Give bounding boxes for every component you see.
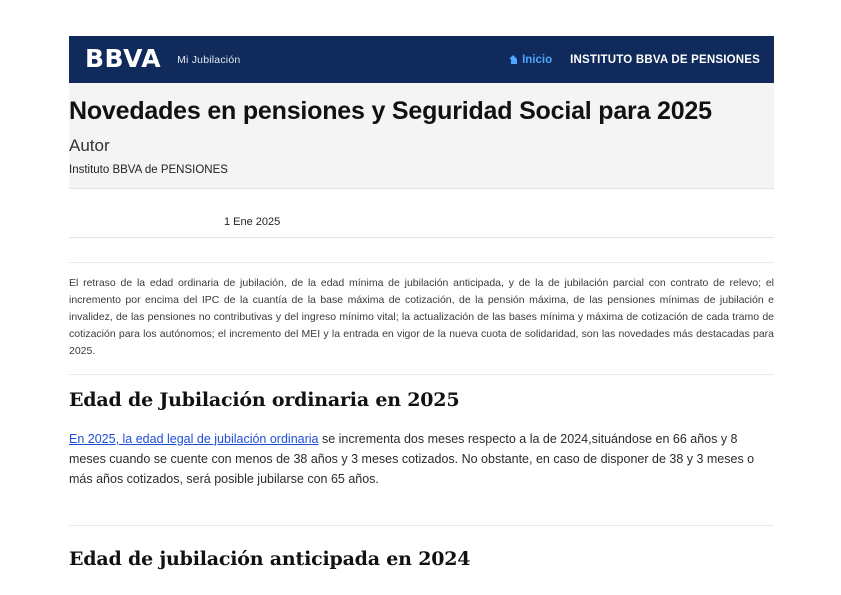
document-body [69,36,774,588]
date-band [69,188,774,238]
nav-link-label: Inicio [522,53,553,66]
home-icon [509,55,518,64]
navbar-right [509,54,760,66]
section-jubilacion-ordinaria [69,375,774,526]
section-heading-2: Edad de jubilación anticipada en 2024 [69,547,471,570]
publish-date: 1 Ene 2025 [224,215,281,228]
institute-title: INSTITUTO BBVA DE PENSIONES [570,53,760,66]
author-name: Instituto BBVA de PENSIONES [69,163,228,176]
inline-link-edad-legal[interactable]: En 2025, la edad legal de jubilación ordinaria [69,431,319,446]
nav-link-inicio[interactable] [509,54,552,66]
section-jubilacion-anticipada [69,526,774,570]
author-label: Autor [69,135,110,155]
section-paragraph [69,429,774,489]
brand-subtitle: Mi Jubilación [177,53,241,66]
bbva-logo[interactable]: BBVA [85,44,162,73]
spacer-band [69,238,774,263]
page-title: Novedades en pensiones y Seguridad Social para 2025 [69,97,712,125]
section-heading: Edad de Jubilación ordinaria en 2025 [69,388,460,411]
title-block [69,83,774,188]
navbar [69,36,774,83]
section-paragraph-text: se incrementa dos meses respecto a la de 2024,situándose en 66 años y 8 meses cuando se cuente con menos de 38 años y 3 meses cotizados. No obstante, en caso de disponer de 38 y 3 meses o más años cotizados, será posible jubilarse con 65 años. [69,431,755,486]
article-abstract: El retraso de la edad ordinaria de jubilación, de la edad mínima de jubilación anticipada, y de la de jubilación parcial con contrato de relevo; el incremento por encima del IPC de la cuantía de la base máxima de cotización, de la pensión máxima, de las pensiones mínimas de jubilación e invalidez, de las pensiones no contributivas y del ingreso mínimo vital; la actualización de las bases mínima y máxima de cotización de cada tramo de cotización para los autónomos; el incremento del MEI y la entrada en vigor de la nueva cuota de solidaridad, son las novedades más destacadas para 2025. [69,263,774,375]
